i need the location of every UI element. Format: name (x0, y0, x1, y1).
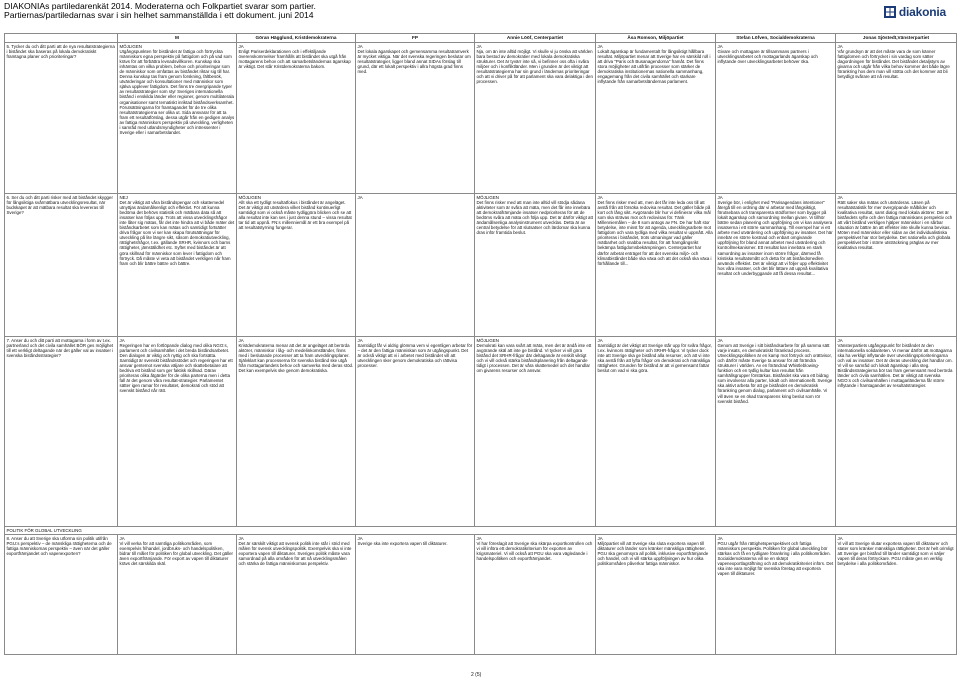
answer-text: Samtidigt är det viktigt att Sverige står upp för svåra frågor, t.ex. kvinnors rättigheter och SRHR-frågor. Vi tycker dock inte att Sverige ska ge bistånd alla resurser, och att vi inte ska avstå från att lyfta frågor om demokrati och mänskliga rättigheter. Grunden för bistånd är att vi gemensamt fattar beslut om vad vi ska göra. (597, 343, 712, 374)
answer-label: JA (597, 338, 603, 343)
column-header: Annie Lööf, Centerpartiet (475, 34, 596, 43)
question-cell: 6. Ser du och ditt parti risker med att biståndet skygger för långsiktiga svårmätbara utvecklingsresultat, när budskapet är att mätbara resultat ska levereras till Sverige? (5, 194, 118, 337)
answer-text: Enligt Pariserdeklarationen och i effektiljande överenskommelser framhålls att biståndet ska utgå från mottagarens behov och att samarbetsländernas ägarskap är viktigt. Det står Kristdemokraterna bakom. (238, 49, 351, 70)
answer-text: Det finns risker med att, men det får inte leda oss till att avstå från att försöka redovisa resultat. Det gäller både på kort och lång sikt. Avgörande blir hur vi definierar vilka mål som ska strävas mot och redovisas för. Tänk Millenniemålen – de 8 som antogs av FN. De har haft stor betydelse, inte minst för att agenda, utvecklingsarbete mot fattigdom och vara tydliga med vilka resultat vi uppnått. Alla prioriteras i biståndet, trots utmaningar vad gäller mätbarhet och snabba resultat, för att framgångsrikt bekämpa fattigdomsbekämpningen. Centerpartiet har därför arbetat enträget för att det svenska miljö- och klimatbiståndet både ska växa och att det också ska växa i förhållande till... (597, 200, 713, 266)
question-cell: 8. Anser du att Sverige ska utforma sin politik utifrån PGU:s perspektiv – de mänskliga rättigheterna och de fattiga människornas perspektiv – även när det gäller exportfrämjandet och vapenexporten? (5, 535, 118, 655)
table-row (5, 43, 957, 194)
answer-text: Rätt saker ska mätas och utvärderas. Läsen på resultatstatistik för mer övergripande målbilder och kvalitativa resultat, samt dialog med lokala aktörer. Det är biståndets syfte och den fattiga människans perspektiv och att vårt bistånd verkligen hjälper människor i en sårbar situation är bättre än att effekter inte skulle kunna bevisas. Möten med människor eller sidan av det individualistiska perspektivet har stor betydelse. Det nationella och globala perspektivet bör i större utsträckning präglas av mer kvalitativa resultat. (837, 200, 953, 251)
answer-text: Vår grundsyn är att det måste vara de som känner fattigdomen och förtrycket i sin vardag som sätter dagordningen för biståndet. Det biståndet detaljstyrs av givarna och utgår från vilka behov kommer det både lägre förankring hos dem man vill stötta och det kommer att bli betydligt svårare att nå resultat. (837, 49, 950, 80)
column-header (5, 34, 118, 43)
answer-label: JA (717, 338, 723, 343)
answer-cell (596, 337, 716, 527)
column-header: Göran Hägglund, Kristdemokraterna (237, 34, 356, 43)
answer-label: JA (597, 536, 603, 542)
answer-text: Vi vill att Sverige slutar exportera vapen till diktaturer och stater som kränker mänskliga rättigheter. Det är helt orimligt att Sverige ger bistånd till länder samtidigt som vi säljer vapen till deras förtryckare. PGU måste ges en verklig betydelse i alla politikområden. (837, 541, 954, 567)
page-number: 2 (5) (471, 672, 482, 678)
logo-text: diakonia (898, 5, 946, 19)
answer-cell (716, 535, 836, 655)
diakonia-logo-icon (884, 6, 896, 18)
answer-label: NEJ (119, 195, 128, 200)
column-header: Åsa Romson, Miljöpartiet (596, 34, 716, 43)
table-row (5, 535, 957, 655)
answer-text: Vänsterpartiets utgångspunkt för biståndet är den internationella solidariteten. Vi menar därför att mottagarna ska ha verkligt inflytande över utvecklingsprioriteringarna och val av insatser. Det är deras utveckling det handlar om. Vi vill se samråd och lokalt ägarskap i alla steg. Biståndsstrategierna bör tas fram gemensamt med berörda länder och civila samhällen. Det är viktigt att svenska NGO:s och civilsamhällen i mottagarländerna får större inflytande i framtagandet av resultatstrategier. (837, 343, 953, 389)
survey-table (4, 33, 957, 655)
answer-cell (356, 337, 475, 527)
answer-cell (356, 535, 475, 655)
answer-text: PGU utgår från rättighetsperspektivet och fattiga människors perspektiv. Politiken för global utveckling bör stärkas och få en tydligare förankring i alla politikområden. Socialdemokraterna vill se en skärpt vapenexportlagstiftning och att demokratikriteriet införs. Det ska inte vara möjligt för svenska företag att exportera vapen till diktaturer. (717, 541, 834, 577)
answer-cell (118, 337, 237, 527)
document-subtitle: Partiernas/partiledarnas svar i sin helhet sammanställda i ett dokument. juni 2014 (4, 10, 314, 20)
answer-cell (716, 337, 836, 527)
answer-cell (237, 43, 356, 194)
answer-text: Samtidigt får vi aldrig glömma vem vi egentligen arbetar för – det är den fattiga människan som är utgångspunkt. Det är också viktigt att vi i arbetet med biståndet vill att utvecklingen sker genom demokratiska och rättvisa processer. (357, 343, 473, 369)
answer-cell (237, 337, 356, 527)
answer-text: Det är särskilt viktigt att svensk politik inte står i strid med målen för svensk utvecklingspolitik. Exempelvis ska vi inte exportera vapen till diktaturer. Sveriges politik måste vara samordnad på alla områden för att nå utvecklingsmålen och stärka de fattiga människornas perspektiv. (238, 541, 352, 567)
section-title: POLITIK FÖR GLOBAL UTVECKLING (5, 527, 957, 535)
answer-label: JA (597, 44, 603, 49)
answer-label: JA (476, 44, 482, 49)
column-header: M (118, 34, 237, 43)
answer-cell (716, 194, 836, 337)
answer-label: JA (119, 338, 125, 343)
answer-label: JA (717, 44, 723, 49)
answer-text: Kristdemokraterna menar att det är angeläget att berörda aktörer, människor i låg- och medelinkomstländer, finns med i beslutande processer att ta fram utvecklingsplaner. Självklart kan processerna för svenska bistånd ske utgå från mottagarlandets behov och samverka med deras stöd. Det kan exempelvis ske genom demokratiska. (238, 343, 354, 374)
section-row (5, 527, 957, 535)
answer-label: JA (837, 44, 843, 49)
answer-cell (237, 535, 356, 655)
document-header (0, 0, 960, 22)
answer-cell (716, 43, 836, 194)
answer-text: Utgångspunkten för biståndet är fattiga och förtryckta människors egna perspektiv på fattigdom och på vad som krävs för att förbättra levnadsvillkoren. Kunskap ska inhämtas om vilka problem, behov och prioriteringar som de människor som omfattas av biståndet riktar sig till har. Denna kunskap tas fram genom forskning, fältbesök, utvärderingar och konsultationer med människor som själva upplever fattigdom. Det finns tre övergripande typer av resultatstrategier som styr Sveriges internationella bistånd i enskilda länder eller regioner, genom multilaterala organisationer samt tematiskt inriktad biståndsverksamhet. Förutsättningarna för framtagandet för de tre olika resultatstrategierna ser olika ut. Sida ansvarar för att ta fram ett resultatförslag, dessa utgår från en gedigen analys av fattiga människors perspektiv på utveckling, verligheten i samråd med utlandsmyndigheter och intressenter i Sverige eller i samarbetslandet. (119, 49, 235, 135)
document-title: DIAKONIAs partiledarenkät 2014. Moderaterna och Folkpartiet svarar som partier. (4, 1, 316, 11)
answer-text: Det finns risker med att man inte alltid vill stödja sådana aktiviteter som är svåra att mäta, men det får inte innebära att demokratifrämjande insatser nedprioriteras för att de bedöms svåra att mäta och följa upp. Det är därför viktigt att ändamålsenliga analysinstrument utvecklas. Detta är av central betydelse för att slutsatser och lärdomar ska kunna dras inför framtida beslut. (476, 200, 593, 236)
answer-cell (237, 194, 356, 337)
column-header: Jonas Sjöstedt,Vänsterpartiet (836, 34, 957, 43)
answer-cell (475, 43, 596, 194)
answer-text: Det är viktigt att våra biståndspengar och skattemedel utnyttjas ändamålsenligt och effektivt. För att kunna bedöma det behövs statistik och mätbara data så att insatser kan följas upp. Trots att vissa utvecklingsfrågor inte låter sig mätas, får det inte hindra att vi både mäter det biståndsarbetet som kan mätas och samtidigt fortsätter driva frågor som vi ser kan skapa förutsättningar för utveckling på lite längre sikt, såsom demokratiutveckling, rättighetsfrågor, t.ex. gällande SRHR, kvinnors och barns rättigheter, jämställdhet etc. Syftet med biståndet är att göra skillnad för människor som lever i fattigdom och förtryck. Då måste vi veta att biståndet verkligen når fram fram och blir bättre bättre och bättre. (119, 200, 235, 266)
answer-text: Genom att Sverige i sitt biståndsarbete för på samma sätt varje insats, en demokratiskt förankrad process. Utvecklingspolitiken är en kamp mot förtryck och orättvisor, och därför måste Sverige ta ansvar för att förändra strukturer i världen. Av en förändrad Whistleblowing-funktion och en tydlig kultur kan resultat från samhällsgrupper förstärkas. Biståndet ska vara ett bidrag som involverar alla parter, lokalt och internationellt. Sverige ska aktivt arbeta för att ge biståndet en demokratisk förankring genom dialog, parlament och civilsamhälle. Vi vill även se en ökad transparens kring beslut som rör svenskt bistånd. (717, 343, 833, 404)
answer-cell (475, 337, 596, 527)
answer-label: MÖJLIGEN (476, 195, 499, 200)
answer-cell (118, 194, 237, 337)
answer-label: JA (238, 536, 244, 542)
answer-text: Vi vill verka för att samtliga politikområden, som exempelvis frihandel, jordbruks- och handelspolitiken, bidrar till målet för politiken för global utveckling. Det gäller även exportfrämjande. För export av vapen till diktaturer krävs det särskilda skäl. (119, 541, 233, 567)
answer-label: JA (717, 536, 723, 542)
question-cell: 7. Anser du och ditt parti att mottagarna i form av t.ex. partnerland och det civila samhället BÖR ges möjlighet till ett verkligt deltagande när det gäller val av insatser i svenska biståndsstrategier? (5, 337, 118, 527)
answer-text: Sverige ska inte exportera vapen till diktaturer. (357, 541, 448, 547)
answer-cell (596, 535, 716, 655)
answer-text: Miljöpartiet vill att Sverige ska sluta exportera vapen till diktaturer och länder som kränker mänskliga rättigheter. PGU ska genomsyra all politik, inklusive exportfrämjande och handel, och vi vill stärka uppföljningen av hur olika politikområden påverkar fattiga människor. (597, 541, 709, 567)
answer-text: Regeringen har en fortlöpande dialog med olika NGO:s, parlament och civilsamhället i det breda biståndsarbetet. Den dialogen är viktig och nyttig och ska fortsätta. Samtidigt är svenskt biståndsstödet och regeringen har ett ansvar gentemot svenska väljare och skattebetalare att bedriva ett bistånd som ger faktisk skillnad. Därav prioriteras olika åtgärder för de olika parterna men i detta fall är det genom våra resultat-strategier. Parlamentet sätter igen ramar för resultatet, demokrati och stöd att svenskt bistånd når rätt. (119, 343, 233, 394)
table-row (5, 337, 957, 527)
answer-label: MÖJLIGEN (238, 195, 261, 200)
answer-label: JA (597, 195, 603, 200)
question-cell: 5. Tycker du och ditt parti att de nya resultatstrategierna i biståndet ska baseras på lokala demokratiskt framtagna planer och prioriteringar? (5, 43, 118, 194)
answer-label: JA (837, 338, 843, 343)
column-header: Stefan Löfven, Socialdemokraterna (716, 34, 836, 43)
answer-text: Vi har föreslagit att Sverige ska skärpa exportkontrollen och vi vill införa ett demokratikriterium för exporten av krigsmateriel. Vi vill också att PGU ska vara vägledande i handelspolitiken och exportfrämjandet. (476, 541, 593, 562)
answer-text: Sverige bör, i enlighet med "Parisagendans intentioner" återgå till en ordning där vi arbetar med långsiktigt, förutsebara och transparenta stödformer som bygger på lokalt ägarskap och samordning mellan givare. Vi tillhör bättre sedan planering och uppföljning om vi kan analysera insatserna i ett större sammanhang. Till exempel har vi ett arbete med utvärdering och uppföljning av insatser. Det här innebär en större kostnad och enbart omgivande uppföljning för bland annat arbetet med utvärdering och kontrollmekanismer. Ett resultat kan innebära en stark samordning av insatser inom större frågor, därmed få kristiska resultatsmått och detta för att biståndsmedlen används effektivt. Det är viktigt att vi följer upp effektivitet hos våra insatser, och det blir lättare att uppnå kvalitativa resultat och underbyggande att få dessa resultat... (717, 200, 833, 276)
answer-label: MÖJLIGEN (476, 338, 499, 343)
answer-cell (836, 535, 957, 655)
answer-label: JA (837, 536, 843, 542)
answer-label: MÖJLIGEN (119, 44, 142, 49)
answer-label: JA (119, 536, 125, 542)
table-header-row (5, 34, 957, 43)
answer-label: JA (238, 44, 244, 49)
answer-label: JA (476, 536, 482, 542)
answer-cell (596, 43, 716, 194)
answer-text: Allt ska ett tydligt resultatfokus i biståndet är angeläget. Det är viktigt att utvärdera vilket bistånd kontinuerligt samtidigt som vi också måste tydliggöra blicken och se att alla resultat inte kan ses i just denna stund – vissa resultat tar tid att uppnå. FN:s millenniemål är ett bra exempel på att resultatstyrning fungerar. (238, 200, 352, 231)
answer-cell (836, 43, 957, 194)
answer-label: JA (357, 195, 363, 200)
answer-cell (118, 43, 237, 194)
answer-cell (475, 535, 596, 655)
answer-cell (836, 337, 957, 527)
answer-label: JA (357, 338, 363, 343)
answer-cell (118, 535, 237, 655)
answer-label: JA (717, 195, 723, 200)
answer-text: Givare och mottagare är tillsammans partners i utvecklingsarbetet och mottagarlands ägarskap och inflytande över utvecklingsarbetet behöver öka. (717, 49, 818, 65)
answer-text: Nja, om än inte alltid möjligt. Vi skulle vi ju önska att världen bara bestod av demokratier med lokala demokratiska strukturer. Det är tyvärr inte så, vi befinner oss ofta i svåra miljöer och i konfliktländer. Men i grunden är det viktigt att resultatstrategierna har sin grund i ländernas prioriteringar och att vi driver på för att parlament ska vara delaktiga i den processen. (476, 49, 593, 85)
answer-cell (475, 194, 596, 337)
answer-text: Det lokala ägarskapet och gemensamma resultatramverk är mycket viktiga. När det svenska regeringen beslutar om resultatstrategier, ligger bland annat SIDAs förslag till grund, där ett lokalt perspektiv i allra högsta grad finns med. (357, 49, 471, 75)
answer-label: JA (837, 195, 843, 200)
column-header: FP (356, 34, 475, 43)
answer-cell (356, 194, 475, 337)
answer-text: Lokalt ägarskap är fundamentalt för långsiktigt hållbara resultat. Miljöpartiet menar att Sverige har en särskild roll i att driva "Paris och Busanagendorna" framåt. Det finns stora möjligheter att utifrån processer som stärker de demokratiska institutionernas nationella sammanhang, engagemang från det civila samhället och starkare inflytande från samarbetsländernas parlament. (597, 49, 711, 85)
answer-cell (836, 194, 957, 337)
answer-label: JA (357, 44, 363, 49)
table-row (5, 194, 957, 337)
answer-text: Demokrati kan vara svårt att mäta, men det är ändå inte ett avgörande skäl att inte ge bistånd. Vi tycker vi vill göra bistånd det SRHR-frågor där deltagande är enskilt viktigt och vi vill också stärka biståndsplanering från deltagande tidigt i processen. Det är våra skattemedel och det handlar om givarens resurser och ansvar. (476, 343, 592, 374)
diakonia-logo (884, 4, 946, 20)
answer-label: JA (238, 338, 244, 343)
answer-label: JA (357, 536, 363, 542)
answer-cell (596, 194, 716, 337)
answer-cell (356, 43, 475, 194)
